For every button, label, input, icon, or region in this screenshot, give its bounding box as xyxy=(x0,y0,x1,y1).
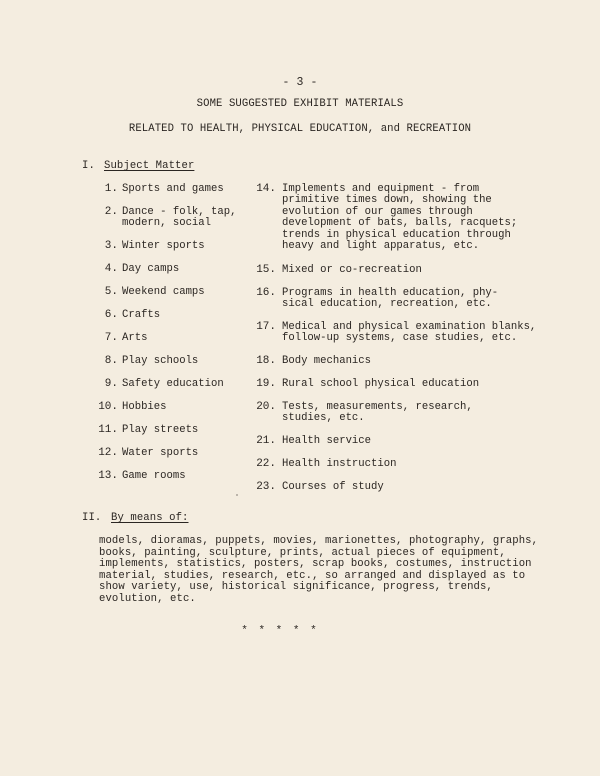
item-number: 12. xyxy=(98,447,118,459)
item-text: Programs in health education, phy- xyxy=(282,287,499,299)
item-number: 16. xyxy=(256,287,276,299)
item-number: 13. xyxy=(98,470,118,482)
item-text: Crafts xyxy=(122,309,161,321)
paragraph-line: models, dioramas, puppets, movies, marionettes, photography, graphs, xyxy=(99,535,539,547)
item-text: Water sports xyxy=(122,447,199,459)
paper-speck xyxy=(236,494,238,496)
item-number: 14. xyxy=(256,183,276,195)
item-text: Courses of study xyxy=(282,481,384,493)
item-number: 22. xyxy=(256,458,276,470)
paragraph-line: evolution, etc. xyxy=(99,593,196,605)
item-text: Implements and equipment - from xyxy=(282,183,480,195)
document-title: SOME SUGGESTED EXHIBIT MATERIALS xyxy=(196,98,404,110)
item-number: 11. xyxy=(98,424,118,436)
item-text: primitive times down, showing the xyxy=(282,194,492,207)
item-number: 1. xyxy=(104,183,118,195)
item-text: Tests, measurements, research, xyxy=(282,401,473,413)
item-text: Sports and games xyxy=(122,183,224,195)
item-number: 18. xyxy=(256,355,276,367)
item-text: heavy and light apparatus, etc. xyxy=(282,240,480,252)
item-text: Health instruction xyxy=(282,458,397,470)
section2-heading: By means of: xyxy=(111,512,189,524)
item-text: trends in physical education through xyxy=(282,228,511,241)
item-text: Game rooms xyxy=(122,470,186,482)
item-text: follow-up systems, case studies, etc. xyxy=(282,332,518,345)
item-number: 3. xyxy=(104,240,118,252)
item-text: Play streets xyxy=(122,424,199,436)
item-text: Health service xyxy=(282,435,372,447)
section1-numeral: I. xyxy=(82,160,95,172)
item-text: Medical and physical examination blanks, xyxy=(282,321,537,333)
item-number: 19. xyxy=(256,378,276,390)
item-number: 6. xyxy=(104,309,118,321)
item-text: studies, etc. xyxy=(282,412,365,425)
closing-asterisks: * * * * * xyxy=(241,625,319,637)
item-text: development of bats, balls, racquets; xyxy=(282,217,518,230)
item-number: 10. xyxy=(98,401,118,413)
item-text: Day camps xyxy=(122,263,180,275)
item-number: 21. xyxy=(256,435,276,447)
item-number: 23. xyxy=(256,481,276,493)
item-text: Rural school physical education xyxy=(282,378,480,390)
item-text: Body mechanics xyxy=(282,355,372,367)
item-number: 8. xyxy=(104,355,118,367)
item-text: Hobbies xyxy=(122,401,167,413)
item-text: Play schools xyxy=(122,355,199,367)
paragraph-line: show variety, use, historical significance, progress, trends, xyxy=(99,581,493,594)
item-number: 15. xyxy=(256,264,276,276)
section1-heading: Subject Matter xyxy=(104,160,195,172)
paragraph-line: implements, statistics, posters, scrap books, costumes, instruction xyxy=(99,558,532,571)
item-text: Winter sports xyxy=(122,240,205,252)
item-number: 7. xyxy=(104,332,118,344)
item-text: sical education, recreation, etc. xyxy=(282,298,492,311)
item-text: Safety education xyxy=(122,378,224,390)
item-number: 9. xyxy=(104,378,118,390)
item-text: Dance - folk, tap, xyxy=(122,206,237,218)
paragraph-line: material, studies, research, etc., so arranged and displayed as to xyxy=(99,569,526,582)
item-number: 5. xyxy=(104,286,118,298)
item-text: modern, social xyxy=(122,217,212,230)
item-text: Weekend camps xyxy=(122,286,205,298)
item-number: 17. xyxy=(256,321,276,333)
section2-numeral: II. xyxy=(82,512,102,524)
item-number: 20. xyxy=(256,401,276,413)
item-text: Arts xyxy=(122,332,148,344)
page-number: - 3 - xyxy=(282,76,318,89)
item-number: 4. xyxy=(104,263,118,275)
paragraph-line: books, painting, sculpture, prints, actual pieces of equipment, xyxy=(99,546,506,559)
item-text: evolution of our games through xyxy=(282,205,473,218)
document-subtitle: RELATED TO HEALTH, PHYSICAL EDUCATION, and RECREATION xyxy=(128,123,472,135)
item-number: 2. xyxy=(104,206,118,218)
item-text: Mixed or co-recreation xyxy=(282,264,422,276)
